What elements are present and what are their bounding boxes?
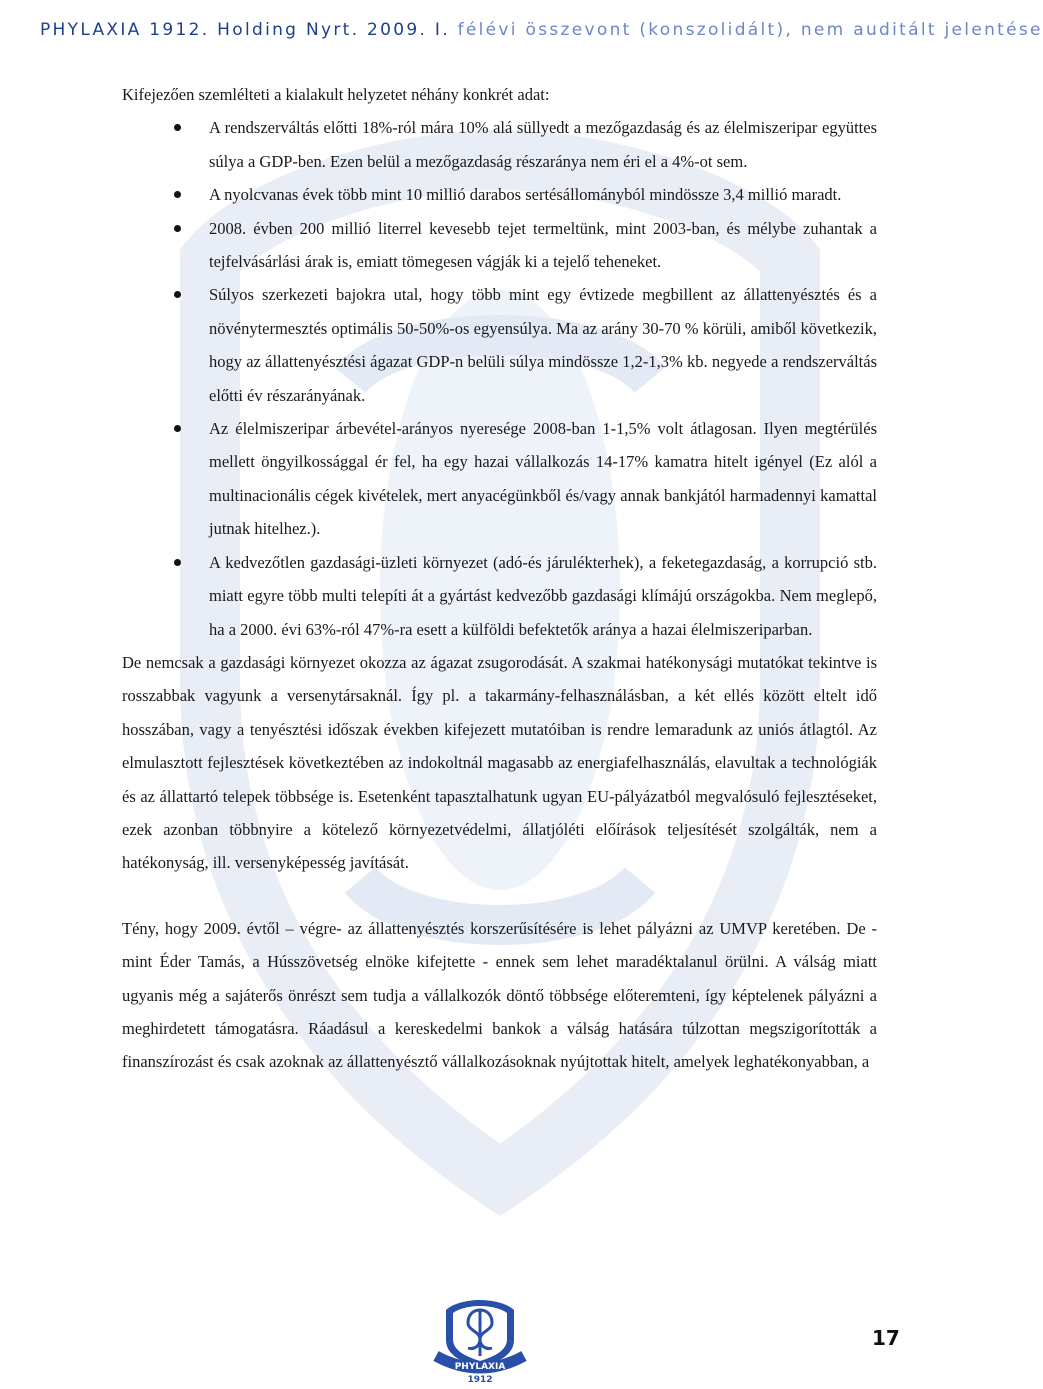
bullet-icon bbox=[174, 291, 181, 298]
paragraph-spacer bbox=[122, 880, 877, 912]
list-item bbox=[122, 178, 877, 211]
bullet-icon bbox=[174, 425, 181, 432]
logo-text: PHYLAXIA bbox=[454, 1362, 506, 1372]
list-item-text: A rendszerváltás előtti 18%-ról mára 10% alá süllyedt a mezőgazdaság és az élelmiszeripar együttes súlya a GDP-ben. Ezen belül a mezőgazdaság részaránya nem éri el a 4%-ot sem. bbox=[209, 118, 877, 171]
list-item bbox=[122, 111, 877, 178]
header-title-rest: félévi összevont (konszolidált), nem auditált jelentése bbox=[449, 20, 1043, 40]
bullet-icon bbox=[174, 191, 181, 198]
header-title-main: PHYLAXIA 1912. Holding Nyrt. 2009. I. bbox=[40, 20, 450, 40]
logo-year: 1912 bbox=[467, 1375, 493, 1385]
header-title bbox=[40, 20, 1043, 40]
bullet-icon bbox=[174, 225, 181, 232]
body-paragraph: De nemcsak a gazdasági környezet okozza az ágazat zsugorodását. A szakmai hatékonysági mutatókat tekintve is rosszabbak vagyunk a versenytársaknál. Így pl. a takarmány-felhasználásban, a két ellés között eltelt idő hosszában, vagy a tenyésztési időszak években kifejezett mutatóiban is rendre lemaradunk az uniós átlagtól. Az elmulasztott fejlesztések következtében az indokoltnál magasabb az energiafelhasználás, elavultak a technológiák és az állattartó telepek többsége is. Esetenként tapasztalhatunk ugyan EU-pályázatból megvalósuló fejlesztéseket, ezek azonban többnyire a kötelező környezetvédelmi, állatjóléti előírások teljesítését szolgálták, nem a hatékonyság, ill. versenyképesség javítását. bbox=[122, 652, 877, 873]
list-item bbox=[122, 212, 877, 279]
bullet-icon bbox=[174, 559, 181, 566]
document-body bbox=[122, 78, 877, 1079]
list-item-text: 2008. évben 200 millió literrel kevesebb tejet termeltünk, mint 2003-ban, és mélybe zuhantak a tejfelvásárlási árak is, emiatt tömegesen vágják ki a tejelő teheneket. bbox=[209, 218, 877, 272]
phylaxia-logo-icon bbox=[428, 1296, 532, 1384]
page-header bbox=[0, 0, 1043, 64]
page-number: 17 bbox=[872, 1326, 900, 1350]
bullet-list bbox=[122, 111, 877, 646]
list-item-text: Súlyos szerkezeti bajokra utal, hogy több mint egy évtizede megbillent az állattenyésztés és a növénytermesztés optimális 50-50%-os egyensúlya. Ma az arány 30-70 % körüli, amiből következik, hogy az állattenyésztési ágazat GDP-n belüli súlya mindössze 1,2-1,3% kb. negyede a rendszerváltás előtti év részarányának. bbox=[209, 285, 877, 405]
list-item bbox=[122, 412, 877, 546]
list-item-text: Az élelmiszeripar árbevétel-arányos nyeresége 2008-ban 1-1,5% volt átlagosan. Ilyen megtérülés mellett öngyilkossággal ér fel, ha egy hazai vállalkozás 14-17% kamatra hitelt igényel (Ez alól a multinacionális cégek kivételek, mert anyacégünkből és/vagy annak bankjától harmadennyi kamattal jutnak hitelhez.). bbox=[209, 419, 877, 539]
list-item bbox=[122, 546, 877, 646]
body-paragraph: Tény, hogy 2009. évtől – végre- az állattenyésztés korszerűsítésére is lehet pályázni az UMVP keretében. De - mint Éder Tamás, a Hússzövetség elnöke kifejtette - ennek sem lehet maradéktalanul örülni. A válság miatt ugyanis még a sajáterős önrészt sem tudja a vállalkozók döntő többsége előteremteni, így képtelenek pályázni a meghirdetett támogatásra. Ráadásul a kereskedelmi bankok a válság hatására túlzottan megszigorították a finanszírozást és csak azoknak az állattenyésztő vállalkozásoknak nyújtottak hitelt, amelyek leghatékonyabban, a bbox=[122, 918, 877, 1072]
list-item-text: A nyolcvanas évek több mint 10 millió darabos sertésállományból mindössze 3,4 millió maradt. bbox=[209, 185, 842, 205]
bullet-icon bbox=[174, 124, 181, 131]
list-item bbox=[122, 278, 877, 412]
list-item-text: A kedvezőtlen gazdasági-üzleti környezet (adó-és járulékterhek), a feketegazdaság, a korrupció stb. miatt egyre több multi telepíti át a gyártást kedvezőbb gazdasági klímájú országokba. Nem meglepő, ha a 2000. évi 63%-ról 47%-ra esett a külföldi befektetők aránya a hazai élelmiszeriparban. bbox=[209, 552, 877, 639]
intro-paragraph: Kifejezően szemlélteti a kialakult helyzetet néhány konkrét adat: bbox=[122, 85, 550, 104]
